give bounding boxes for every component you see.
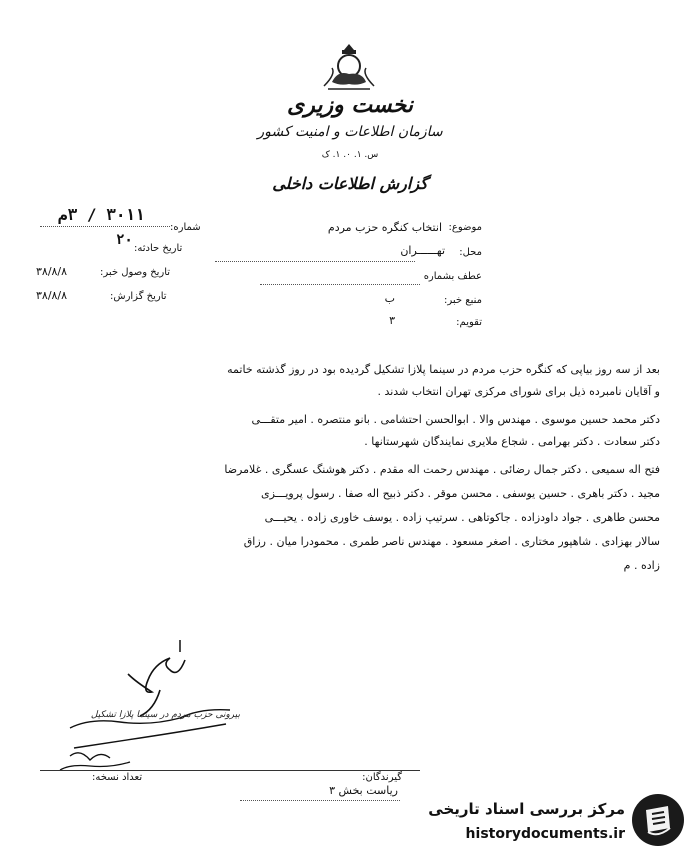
recipients-underline	[240, 800, 400, 801]
received-date-value: ۳۸/۸/۸	[36, 265, 68, 278]
source-value: ب	[384, 292, 395, 305]
body-line: سالار بهزادی . شاهپور مختاری . اصغر مسعود . مهندس ناصر طمری . محمودرا میان . رزاق	[243, 535, 660, 548]
body-line: و آقایان نامبرده ذیل برای شورای مرکزی تهران انتخاب شدند .	[377, 385, 660, 398]
copies-label: تعداد نسخه:	[92, 772, 143, 783]
body-line: مجید . دکتر باهری . حسین یوسفی . محسن موقر . دکتر ذبیح اله صفا . رسول پرویـــزی	[260, 487, 660, 500]
archive-logo-icon	[630, 792, 686, 848]
watermark-url: historydocuments.ir	[465, 826, 625, 842]
footer-divider	[40, 770, 420, 771]
letterhead-title: نخست وزیری	[287, 92, 413, 118]
reference-underline	[260, 284, 420, 285]
accident-date-value: ۲۰	[116, 232, 133, 248]
handwritten-signature-icon	[30, 620, 250, 780]
body-line: دکتر سعادت . دکتر بهرامی . شجاع ملایری نمایندگان شهرستانها .	[364, 435, 660, 448]
letterhead-code: س. ۱. ۰. ۱. ک	[321, 150, 379, 160]
number-value: ۳۰۱۱ / ۳م	[58, 205, 145, 224]
watermark-name: مرکز بررسی اسناد تاریخی	[428, 800, 625, 818]
lion-and-sun-emblem-icon	[318, 42, 380, 92]
letterhead-organization: سازمان اطلاعات و امنیت کشور	[257, 124, 443, 140]
body-line: فتح اله سمیعی . دکتر جمال رضائی . مهندس رحمت اله مقدم . دکتر هوشنگ عسگری . غلامرضا	[224, 463, 660, 476]
report-date-label: تاریخ گزارش:	[110, 291, 167, 302]
place-label: محل:	[459, 247, 482, 258]
body-line: محسن طاهری . جواد داودزاده . جاکوتاهی . سرتیپ زاده . یوسف خاوری زاده . یحیـــی	[264, 511, 660, 524]
body-line: دکتر محمد حسین موسوی . مهندس والا . ابوالحسن احتشامی . بانو منتصره . امیر متقـــی	[251, 413, 660, 426]
number-label: شماره:	[170, 222, 201, 233]
received-date-label: تاریخ وصول خبر:	[100, 267, 171, 278]
subject-label: موضوع:	[448, 222, 482, 233]
report-heading: گزارش اطلاعات داخلی	[272, 174, 428, 193]
recipients-value: ریاست بخش ۳	[329, 784, 398, 797]
rating-label: تقویم:	[456, 317, 482, 328]
report-date-value: ۳۸/۸/۸	[36, 289, 68, 302]
number-underline	[40, 226, 170, 227]
source-label: منبع خبر:	[444, 295, 482, 306]
rating-value: ۳	[389, 314, 395, 327]
place-underline	[215, 261, 415, 262]
body-line: زاده . م	[623, 559, 660, 572]
reference-label: عطف بشماره	[423, 271, 482, 282]
place-value: تهــــــران	[400, 244, 445, 257]
handwritten-note: بیرونی حزب مردم در سینما پلازا تشکیل	[90, 710, 240, 720]
subject-value: انتخاب کنگره حزب مردم	[327, 221, 442, 234]
recipients-label: گیرندگان:	[362, 772, 402, 783]
accident-date-label: تاریخ حادثه:	[134, 243, 183, 254]
body-line: بعد از سه روز بیاپی که کنگره حزب مردم در سینما پلازا تشکیل گردیده بود در روز گذشته خاتمه	[227, 363, 660, 376]
